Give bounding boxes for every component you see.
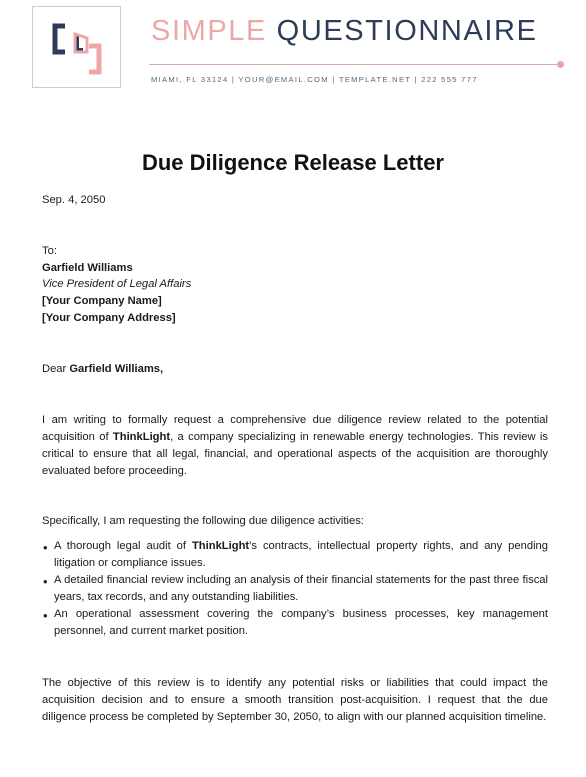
letter-title: Due Diligence Release Letter [141,150,444,175]
activities-list [42,538,548,640]
bracket-logo-icon [49,20,105,76]
p1-part-b: , a company specializing in renewable energy technologies. This review is critical to ensure that all legal, financial, and operational aspects of the acquisition are thoroughly evaluated before proceeding. [42,431,548,477]
brand-word-questionnaire: QUESTIONNAIRE [276,15,538,47]
letter-date: Sep. 4, 2050 [42,194,106,206]
salutation [42,361,163,378]
to-label: To: [42,245,57,257]
company-address: [Your Company Address] [42,312,176,324]
list-item [42,538,548,572]
recipient-title: Vice President of Legal Affairs [42,278,192,290]
target-company-name: ThinkLight [112,431,171,443]
p1-part-a: I am writing to formally request a comprehensive due diligence review related to the potential acquisition of [42,414,548,443]
divider-dot [557,61,564,68]
target-company-name: ThinkLight [191,540,250,552]
logo [32,6,121,88]
header-divider [149,64,561,65]
brand-name [151,17,538,46]
paragraph-objective: The objective of this review is to identify any potential risks or liabilities that could impact the acquisition decision and to ensure a smooth transition post-acquisition. I request that the due diligence process be completed by September 30, 2050, to align with our planned acquisition timeline. [42,677,548,723]
recipient-name: Garfield Williams [42,262,133,274]
contact-line: MIAMI, FL 33124 | YOUR@EMAIL.COM | TEMPLATE.NET | 222 555 777 [151,75,478,84]
brand-word-simple: SIMPLE [151,15,267,47]
paragraph-request [42,412,548,480]
company-name: [Your Company Name] [42,295,162,307]
list-item: • An operational assessment covering the company’s business processes, key management personnel, and current market position. [42,606,548,640]
salutation-prefix: Dear [42,363,67,375]
paragraph-activities-intro: Specifically, I am requesting the following due diligence activities: [42,515,364,527]
bullet1-part-b: ’s contracts, intellectual property rights, and any pending litigation or compliance issues. [54,540,549,569]
salutation-name: Garfield Williams, [69,363,164,375]
bullet1-part-a: A thorough legal audit of [54,540,187,552]
list-item: • A detailed financial review including an analysis of their financial statements for the past three fiscal years, tax records, and any outstanding liabilities. [42,572,548,606]
